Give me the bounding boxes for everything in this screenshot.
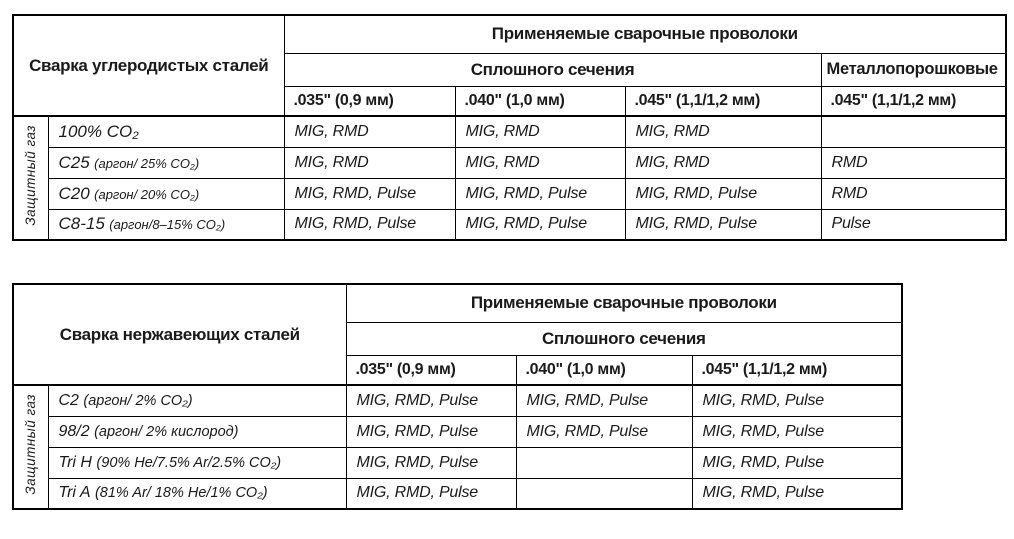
- wire-size-header: .045" (1,1/1,2 мм): [625, 86, 821, 116]
- wire-process-cell: MIG, RMD, Pulse: [692, 416, 902, 447]
- gas-name: 100% CO₂: [58, 121, 139, 141]
- solid-section-header: Сплошного сечения: [346, 322, 902, 355]
- gas-detail: (аргон/8–15% CO₂): [109, 217, 226, 233]
- wire-process-cell: MIG, RMD, Pulse: [625, 178, 821, 209]
- wire-size-header: .045" (1,1/1,2 мм): [821, 86, 1006, 116]
- wire-process-cell: [821, 116, 1006, 147]
- wire-size-header: .035" (0,9 мм): [284, 86, 455, 116]
- wire-process-cell: Pulse: [821, 209, 1006, 240]
- wire-process-cell: MIG, RMD, Pulse: [692, 385, 902, 416]
- wire-process-cell: MIG, RMD, Pulse: [284, 209, 455, 240]
- wire-process-cell: MIG, RMD, Pulse: [455, 178, 625, 209]
- gas-name: Tri A: [58, 484, 91, 502]
- wire-process-cell: MIG, RMD, Pulse: [284, 178, 455, 209]
- wire-process-cell: [516, 478, 692, 509]
- wire-process-cell: MIG, RMD: [284, 116, 455, 147]
- wire-process-cell: MIG, RMD, Pulse: [516, 416, 692, 447]
- wire-process-cell: MIG, RMD, Pulse: [516, 385, 692, 416]
- shielding-gas-vertical-label: Защитный газ: [23, 394, 39, 495]
- gas-name: C20: [58, 183, 90, 203]
- wire-process-cell: MIG, RMD: [625, 147, 821, 178]
- wire-size-header: .035" (0,9 мм): [346, 355, 516, 385]
- wire-process-cell: RMD: [821, 178, 1006, 209]
- wire-process-cell: MIG, RMD: [455, 116, 625, 147]
- shielding-gas-axis-cell: [13, 385, 48, 509]
- gas-name-cell: [48, 209, 284, 240]
- gas-detail: (аргон/ 25% CO₂): [94, 155, 200, 171]
- gas-name-cell: [48, 116, 284, 147]
- gas-name-cell: [48, 478, 346, 509]
- wire-process-cell: MIG, RMD: [284, 147, 455, 178]
- gas-name-cell: [48, 147, 284, 178]
- gas-name-cell: [48, 385, 346, 416]
- gas-name: C25: [58, 152, 90, 172]
- table-title-stainless: Сварка нержавеющих сталей: [13, 284, 346, 385]
- wire-process-cell: [516, 447, 692, 478]
- wire-process-cell: MIG, RMD, Pulse: [455, 209, 625, 240]
- wire-size-header: .045" (1,1/1,2 мм): [692, 355, 902, 385]
- carbon-steel-table: [12, 14, 1007, 241]
- wire-size-header: .040" (1,0 мм): [516, 355, 692, 385]
- gas-name: Tri H: [58, 453, 92, 471]
- gas-detail: (90% He/7.5% Ar/2.5% CO₂): [96, 454, 282, 471]
- wire-process-cell: MIG, RMD, Pulse: [346, 385, 516, 416]
- gas-name: C2: [58, 391, 79, 409]
- solid-section-header: Сплошного сечения: [284, 53, 821, 86]
- gas-detail: (81% Ar/ 18% He/1% CO₂): [94, 485, 268, 502]
- gas-detail: (аргон/ 20% CO₂): [94, 186, 200, 202]
- wire-process-cell: RMD: [821, 147, 1006, 178]
- wire-process-cell: MIG, RMD, Pulse: [346, 447, 516, 478]
- wires-header: Применяемые сварочные проволоки: [346, 284, 902, 322]
- shielding-gas-vertical-label: Защитный газ: [23, 125, 39, 226]
- gas-name-cell: [48, 416, 346, 447]
- wire-process-cell: MIG, RMD, Pulse: [625, 209, 821, 240]
- gas-detail: (аргон/ 2% CO₂): [83, 392, 193, 409]
- metalcore-header: Металлопорошковые: [821, 53, 1006, 86]
- stainless-steel-table: [12, 283, 903, 510]
- wire-process-cell: MIG, RMD, Pulse: [692, 478, 902, 509]
- table-title-carbon: Сварка углеродистых сталей: [13, 15, 284, 116]
- wire-process-cell: MIG, RMD: [625, 116, 821, 147]
- wire-process-cell: MIG, RMD, Pulse: [346, 416, 516, 447]
- wire-process-cell: MIG, RMD: [455, 147, 625, 178]
- wires-header: Применяемые сварочные проволоки: [284, 15, 1006, 53]
- gas-name-cell: [48, 178, 284, 209]
- wire-size-header: .040" (1,0 мм): [455, 86, 625, 116]
- gas-detail: (аргон/ 2% кислород): [94, 423, 239, 440]
- wire-process-cell: MIG, RMD, Pulse: [692, 447, 902, 478]
- wire-process-cell: MIG, RMD, Pulse: [346, 478, 516, 509]
- gas-name: C8-15: [58, 214, 105, 234]
- gas-name: 98/2: [58, 422, 90, 440]
- gas-name-cell: [48, 447, 346, 478]
- shielding-gas-axis-cell: [13, 116, 48, 240]
